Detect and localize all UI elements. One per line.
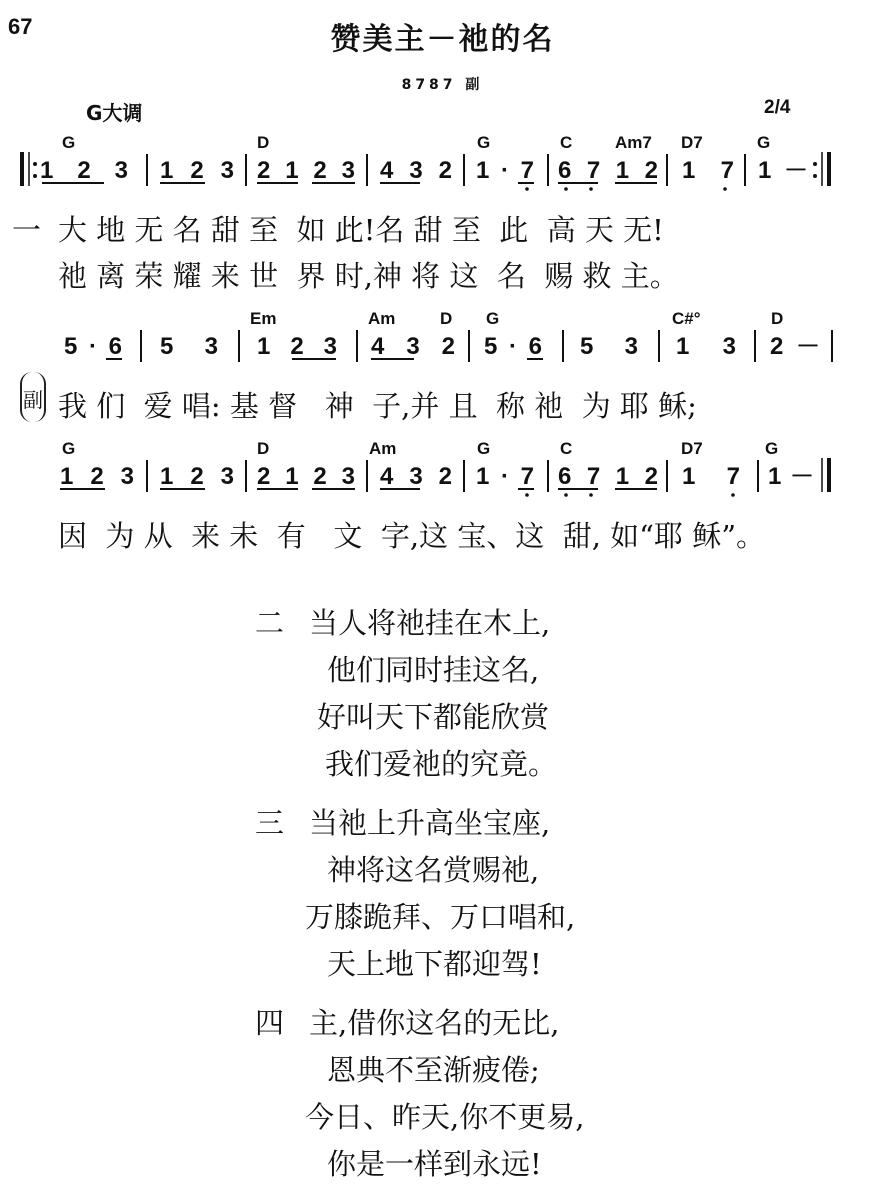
verse-line: 主,借你这名的无比, (309, 1006, 560, 1040)
low-octave-dot (589, 187, 593, 191)
repeat-dot (813, 162, 817, 166)
verse-line: 他们同时挂这名, (327, 653, 540, 687)
measure: 1 － (768, 463, 814, 490)
low-octave-dot (564, 493, 568, 497)
chord: G (765, 439, 779, 458)
verse-2 (255, 600, 557, 788)
chord: Am7 (615, 133, 652, 152)
chord: D7 (681, 133, 703, 152)
verse-line: 天上地下都迎驾! (327, 947, 542, 981)
verse-line: 今日、昨天,你不更易, (305, 1100, 585, 1134)
verse-line: 当祂上升高坐宝座, (309, 806, 551, 840)
repeat-dot (813, 174, 817, 178)
measure: 1 7 (682, 463, 740, 490)
measure: 1 － (758, 157, 808, 184)
music-line-2 (0, 306, 885, 370)
chord: D (440, 309, 453, 328)
measure: 1 7 (682, 157, 734, 184)
repeat-dot (33, 162, 37, 166)
verse-number: 一 (12, 213, 42, 247)
notation-staff-2 (0, 306, 885, 370)
chord: D (771, 309, 784, 328)
measure: 6 7 1 2 (558, 157, 658, 184)
measure: 2 1 2 3 (257, 463, 355, 490)
verse-3 (255, 800, 575, 988)
chord: C#° (672, 309, 701, 328)
verse-number: 三 (255, 806, 285, 840)
measure: 5 · 6 (484, 333, 542, 360)
measure: 4 3 2 (380, 463, 452, 490)
measure: 1 2 3 (160, 463, 234, 490)
chord: D (257, 439, 270, 458)
verse-line: 恩典不至渐疲倦; (327, 1053, 540, 1087)
music-line-3 (0, 436, 885, 500)
time-signature: 2/4 (764, 97, 791, 118)
measure: 4 3 2 (380, 157, 452, 184)
meter-label: 8787 副 (401, 77, 484, 93)
low-octave-dot (589, 493, 593, 497)
verse-line: 万膝跪拜、万口唱和, (305, 900, 576, 934)
chord: D7 (681, 439, 703, 458)
chord: Am (369, 439, 397, 458)
chord: Em (250, 309, 277, 328)
low-octave-dot (731, 493, 735, 497)
chord: C (560, 133, 573, 152)
chord: G (757, 133, 771, 152)
measure: 2 1 2 3 (257, 157, 355, 184)
low-octave-dot (723, 187, 727, 191)
measure: 2 － (770, 333, 820, 360)
lyrics-line-3: 因 为 从 来 未 有 文 字,这 宝、这 甜, 如“耶 稣”。 (58, 519, 766, 553)
verse-line: 当人将祂挂在木上, (309, 606, 551, 640)
verse-line: 神将这名赏赐祂, (327, 853, 540, 887)
lyrics-verse-1: 大 地 无 名 甜 至 如 此!名 甜 至 此 高 天 无! (58, 213, 664, 247)
measure: 1 2 3 (160, 157, 234, 184)
chord: G (477, 439, 491, 458)
verse-number: 四 (255, 1006, 285, 1040)
measure: 1 · 7 (476, 463, 534, 490)
verse-line: 你是一样到永远! (327, 1147, 542, 1181)
chord: Am (368, 309, 396, 328)
refrain-label: 副 (23, 388, 43, 412)
refrain-marker (20, 372, 46, 428)
chord: G (477, 133, 491, 152)
low-octave-dot (525, 187, 529, 191)
notation-staff-3 (0, 436, 885, 500)
measure: 1 · 7 (476, 157, 534, 184)
measure: 1 3 (676, 333, 736, 360)
low-octave-dot (525, 493, 529, 497)
lyrics-refrain: 我 们 爱 唱: 基 督 神 子,并 且 称 祂 为 耶 稣; (58, 389, 697, 423)
verse-line: 好叫天下都能欣赏 (317, 700, 550, 734)
measure: 1 2 3 (60, 463, 134, 490)
repeat-dot (33, 174, 37, 178)
measure: 5 3 (580, 333, 638, 360)
measure: 5 3 (160, 333, 218, 360)
music-line-1 (0, 130, 885, 194)
chord: D (257, 133, 270, 152)
measure: 5 · 6 (64, 333, 122, 360)
chord: G (486, 309, 500, 328)
measure: 1 2 3 (257, 333, 337, 360)
chord: G (62, 133, 76, 152)
hymn-title: 赞美主－祂的名 (330, 22, 555, 57)
key-signature: G大调 (86, 101, 143, 125)
verse-line: 我们爱祂的究竟。 (325, 747, 558, 781)
measure: 6 7 1 2 (558, 463, 658, 490)
lyrics-verse-1b: 祂 离 荣 耀 来 世 界 时,神 将 这 名 赐 救 主。 (58, 259, 679, 293)
measure: 4 3 2 (371, 333, 455, 360)
verse-number: 二 (255, 606, 285, 640)
verse-4 (255, 1000, 584, 1188)
measure: 1 2 3 (40, 157, 128, 184)
chord: G (62, 439, 76, 458)
chord: C (560, 439, 573, 458)
notation-staff-1 (0, 130, 885, 194)
hymn-number: 67 (8, 14, 33, 39)
low-octave-dot (564, 187, 568, 191)
